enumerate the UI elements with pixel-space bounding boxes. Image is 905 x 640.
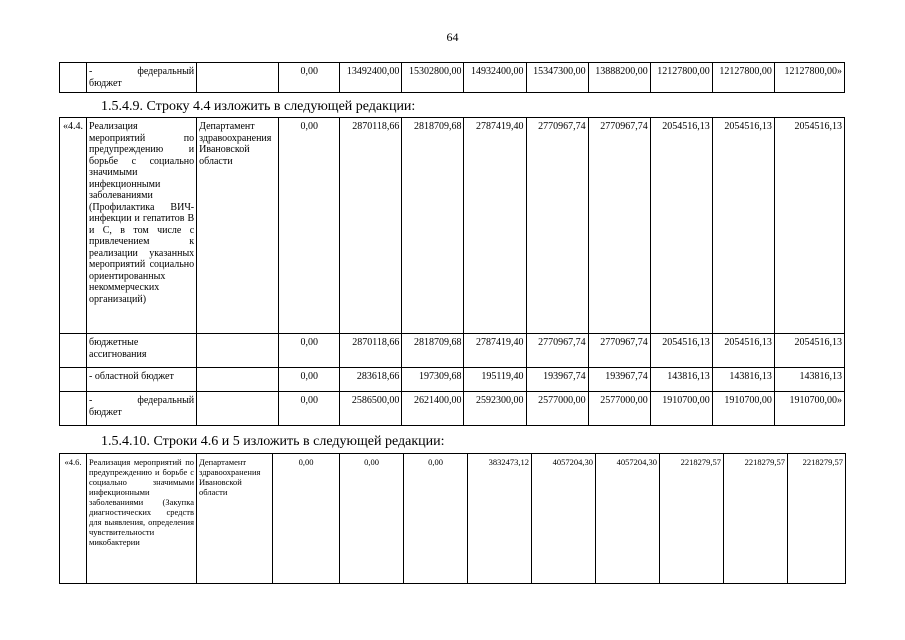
value-cell: 2818709,68	[402, 334, 464, 368]
value-cell: 2870118,66	[340, 334, 402, 368]
table-row	[60, 334, 845, 368]
value-cell: 2054516,13	[650, 334, 712, 368]
row-executor	[197, 334, 279, 368]
value-cell: 2054516,13	[774, 334, 844, 368]
value-cell: 143816,13	[712, 368, 774, 392]
value-cell: 2621400,00	[402, 392, 464, 426]
row-index: «4.4.	[60, 118, 87, 334]
value-cell: 0,00	[279, 63, 340, 93]
value-cell: 0,00	[340, 454, 404, 584]
value-cell: 4057204,30	[596, 454, 660, 584]
row-executor	[197, 63, 279, 93]
value-cell: 15302800,00	[402, 63, 464, 93]
row-index	[60, 63, 87, 93]
value-cell: 2218279,57	[660, 454, 724, 584]
value-cell: 2586500,00	[340, 392, 402, 426]
row-name: Реализация мероприятий по предупреждению и борьбе с социально значимыми инфекционными заболеваниями (Профилактика ВИЧ-инфекции и гепатитов В и С, в том числе с привлечением к реализации указанных мероприятий социально ориентированных некоммерческих организаций)	[87, 118, 197, 334]
section-heading: 1.5.4.10. Строки 4.6 и 5 изложить в следующей редакции:	[101, 434, 445, 449]
table-row	[60, 392, 845, 426]
value-cell: 0,00	[279, 368, 340, 392]
value-cell: 4057204,30	[532, 454, 596, 584]
value-cell: 2787419,40	[464, 118, 526, 334]
value-cell: 15347300,00	[526, 63, 588, 93]
value-cell: 0,00	[279, 334, 340, 368]
value-cell: 2770967,74	[526, 118, 588, 334]
value-cell: 283618,66	[340, 368, 402, 392]
value-cell: 12127800,00»	[774, 63, 844, 93]
value-cell: 143816,13	[774, 368, 844, 392]
value-cell: 12127800,00	[650, 63, 712, 93]
value-cell: 1910700,00»	[774, 392, 844, 426]
value-cell: 2054516,13	[650, 118, 712, 334]
row-executor: Департамент здравоохранения Ивановской области	[197, 454, 273, 584]
program-table	[59, 117, 845, 426]
table-row	[60, 368, 845, 392]
row-index	[60, 334, 87, 368]
value-cell: 2577000,00	[588, 392, 650, 426]
value-cell: 0,00	[273, 454, 340, 584]
value-cell: 2218279,57	[788, 454, 846, 584]
value-cell: 14932400,00	[464, 63, 526, 93]
value-cell: 193967,74	[526, 368, 588, 392]
value-cell: 2054516,13	[712, 334, 774, 368]
value-cell: 2770967,74	[588, 118, 650, 334]
value-cell: 195119,40	[464, 368, 526, 392]
value-cell: 193967,74	[588, 368, 650, 392]
value-cell: 2770967,74	[588, 334, 650, 368]
value-cell: 0,00	[279, 118, 340, 334]
value-cell: 2870118,66	[340, 118, 402, 334]
row-index	[60, 368, 87, 392]
value-cell: 2054516,13	[712, 118, 774, 334]
value-cell: 13492400,00	[340, 63, 402, 93]
value-cell: 1910700,00	[650, 392, 712, 426]
value-cell: 0,00	[404, 454, 468, 584]
row-name	[87, 63, 197, 93]
value-cell: 12127800,00	[712, 63, 774, 93]
program-table	[59, 453, 846, 584]
table-row	[60, 118, 845, 334]
row-name: бюджетные ассигнования	[87, 334, 197, 368]
value-cell: 3832473,12	[468, 454, 532, 584]
name-part: бюджет	[89, 77, 122, 89]
name-part: -	[89, 395, 93, 406]
value-cell: 2770967,74	[526, 334, 588, 368]
value-cell: 1910700,00	[712, 392, 774, 426]
value-cell: 2787419,40	[464, 334, 526, 368]
value-cell: 13888200,00	[588, 63, 650, 93]
value-cell: 197309,68	[402, 368, 464, 392]
value-cell: 2218279,57	[724, 454, 788, 584]
name-part: -	[89, 66, 93, 77]
value-cell: 0,00	[279, 392, 340, 426]
row-executor	[197, 392, 279, 426]
row-name: Реализация мероприятий по предупреждению и борьбе с социально значимыми инфекционными заболеваниями (Закупка диагностических средств для выявления, определения чувствительности микобактерии	[87, 454, 197, 584]
value-cell: 2592300,00	[464, 392, 526, 426]
row-index	[60, 392, 87, 426]
row-name	[87, 392, 197, 426]
value-cell: 2577000,00	[526, 392, 588, 426]
table-row	[60, 454, 846, 584]
row-name: - областной бюджет	[87, 368, 197, 392]
page-number: 64	[446, 30, 459, 44]
name-part: федеральный	[137, 66, 195, 77]
row-executor	[197, 368, 279, 392]
name-part: федеральный	[137, 395, 195, 406]
value-cell: 143816,13	[650, 368, 712, 392]
row-executor: Департамент здравоохранения Ивановской области	[197, 118, 279, 334]
value-cell: 2818709,68	[402, 118, 464, 334]
program-table-continued	[59, 62, 845, 93]
value-cell: 2054516,13	[774, 118, 844, 334]
section-heading: 1.5.4.9. Строку 4.4 изложить в следующей редакции:	[101, 99, 416, 114]
table-row	[60, 63, 845, 93]
row-index: «4.6.	[60, 454, 87, 584]
name-part: бюджет	[89, 406, 122, 418]
